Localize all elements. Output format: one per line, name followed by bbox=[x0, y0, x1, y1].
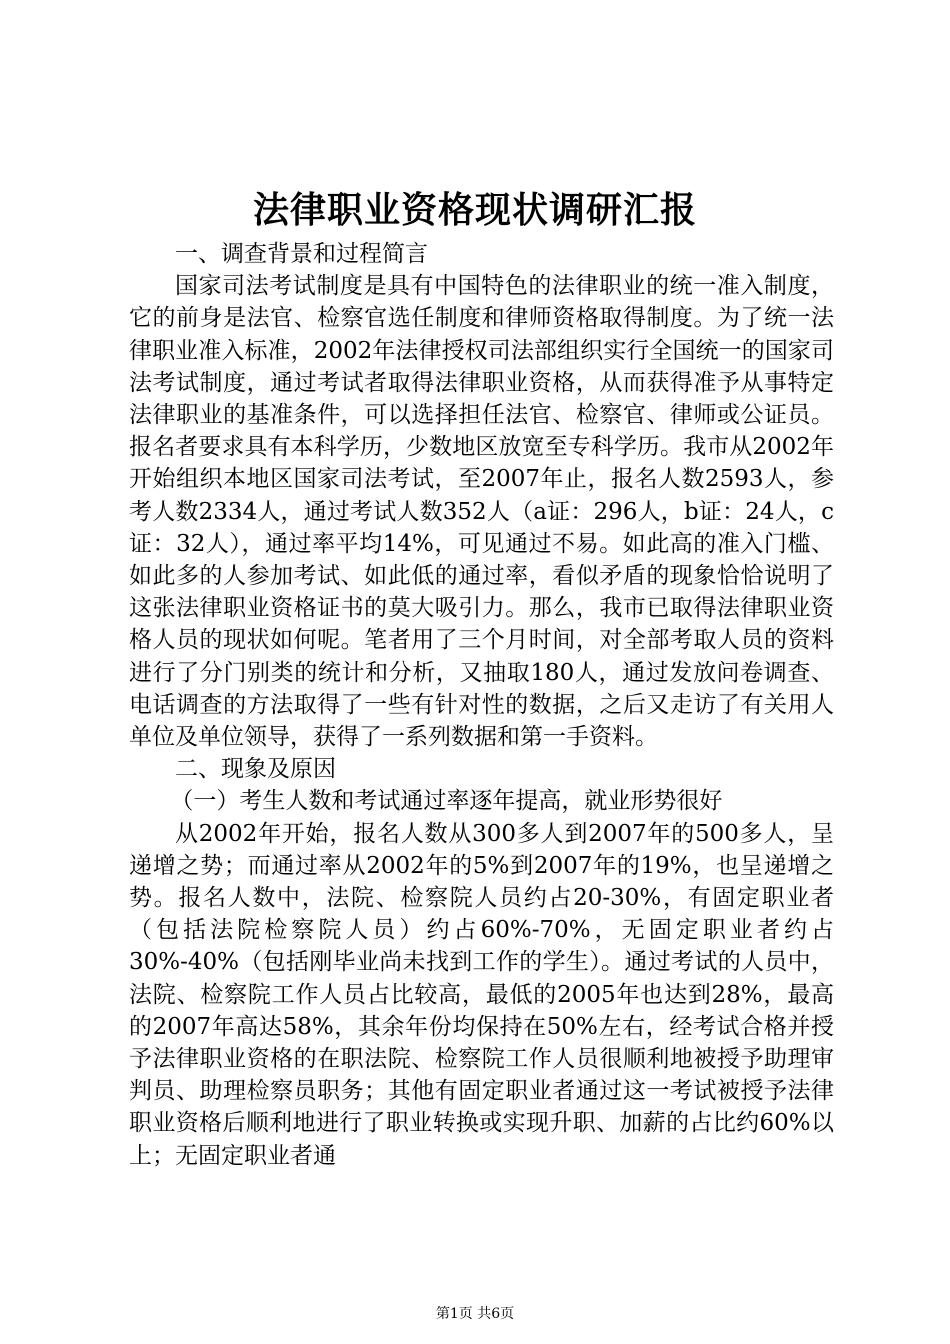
section-heading: 二、现象及原因 bbox=[175, 756, 336, 783]
sub-heading: （一）考生人数和考试通过率逐年提高，就业形势很好 bbox=[170, 788, 723, 815]
paragraph: 从2002年开始，报名人数从300多人到2007年的500多人，呈递增之势；而通过率从2002年的5%到2007年的19%，也呈递增之势。报名人数中，法院、检察院人员约占20-30%，有固定职业者（包括法院检察院人员）约占60%-70%，无固定职业者约占30%-40%（包括刚毕业尚未找到工作的学生）。通过考试的人员中，法院、检察院工作人员占比较高，最低的2005年也达到28%，最高的2007年高达58%，其余年份均保持在50%左右，经考试合格并授予法律职业资格的在职法院、检察院工作人员很顺利地被授予助理审判员、助理检察员职务；其他有固定职业者通过这一考试被授予法律职业资格后顺利地进行了职业转换或实现升职、加薪的占比约60%以上；无固定职业者通 bbox=[129, 820, 834, 1169]
document-title: 法律职业资格现状调研汇报 bbox=[252, 189, 697, 231]
section-heading: 一、调查背景和过程简言 bbox=[175, 241, 428, 267]
page-number-footer: 第1页 共6页 bbox=[435, 1306, 515, 1322]
paragraph: 国家司法考试制度是具有中国特色的法律职业的统一准入制度，它的前身是法官、检察官选任制度和律师资格取得制度。为了统一法律职业准入标准，2002年法律授权司法部组织实行全国统一的国家司法考试制度，通过考试者取得法律职业资格，从而获得准予从事特定法律职业的基准条件，可以选择担任法官、检察官、律师或公证员。报名者要求具有本科学历，少数地区放宽至专科学历。我市从2002年开始组织本地区国家司法考试，至2007年止，报名人数2593人，参考人数2334人，通过考试人数352人（a证：296人，b证：24人，c证：32人），通过率平均14%，可见通过不易。如此高的准入门槛、如此多的人参加考试、如此低的通过率，看似矛盾的现象恰恰说明了这张法律职业资格证书的莫大吸引力。那么，我市已取得法律职业资格人员的现状如何呢。笔者用了三个月时间，对全部考取人员的资料进行了分门别类的统计和分析，又抽取180人，通过发放问卷调查、电话调查的方法取得了一些有针对性的数据，之后又走访了有关用人单位及单位领导，获得了一系列数据和第一手资料。 bbox=[129, 273, 834, 751]
document-body bbox=[129, 238, 834, 1172]
